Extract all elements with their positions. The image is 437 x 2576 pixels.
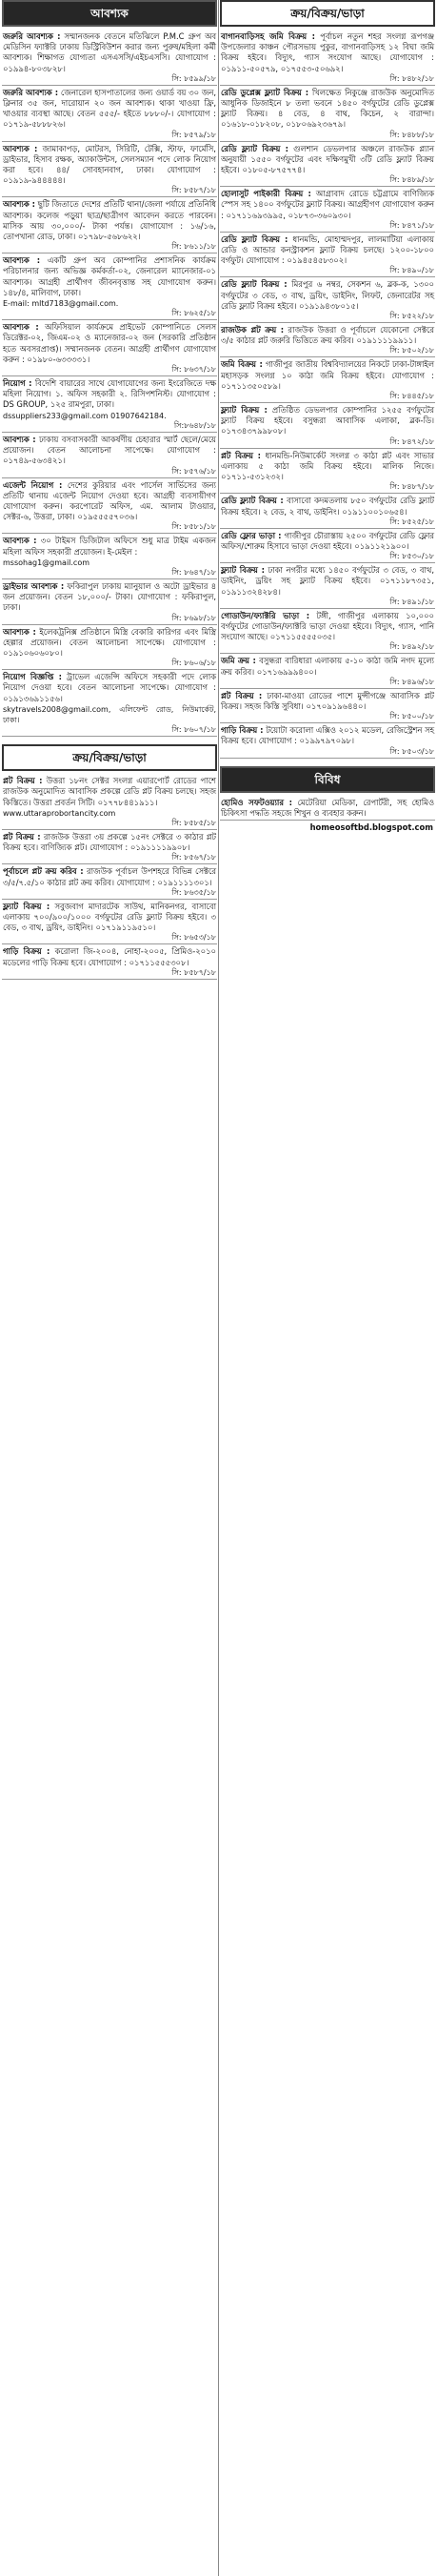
ad-body: উত্তরা ১৮নং সেক্টর সংলগ্ন এয়ারপোর্ট রোডের পাশে রাজউক অনুমোদিত আবাসিক প্রকল্পে রেডি প্লট বিক্রয় চলছে। সহজ কিস্তিতে। উত্তরা প্রবর্তন সিটি। ০১৭৭৮৪৪১৯১১। (3, 776, 216, 807)
classified-ad (220, 563, 435, 609)
ads-list-wanted (2, 30, 217, 737)
ad-title: আবশ্যক : (3, 143, 38, 153)
classified-ad (220, 723, 435, 758)
ad-body: জামাকাপড়, মোটরস, সিরিটি, টেক্সি, স্টাফ, ফার্মেসি, ড্রাইভার, হিসাব রক্ষক, অ্যাকাউন্টস, সেলসম্যান পদে লোক নিয়োগ করা হবে। ৪৪/ সোবহানবাগ, ঢাকা। যোগাযোগ : ০১৯১৯-৯৪৪৪৪৪। (3, 143, 216, 186)
classified-ad (220, 30, 435, 86)
ad-reference: সি: ৮৪৮৭/১৮ (389, 482, 434, 492)
ad-body: ট্রাভেল এজেন্সি অফিসে সহকারী পদে লোক নিয়োগ দেওয়া হবে। বেতন আলোচনা সাপেক্ষে। যোগাযোগ : ০১৯১৩৬৯১১৫৬। (3, 672, 216, 703)
ad-reference: সি: ৮৪৯৬/১৮ (389, 677, 434, 686)
ad-reference: সি: ৮৫০৩/১৮ (389, 746, 434, 756)
ad-title: আবশ্যক : (3, 322, 39, 333)
classified-ad (220, 187, 435, 233)
ad-title: প্লট বিক্রয় : (221, 450, 262, 460)
ad-title: আবশ্যক : (3, 255, 41, 266)
ad-reference: সি: ৮৬০৭/১৮ (171, 725, 216, 735)
classified-ad (220, 277, 435, 323)
classified-ad (2, 433, 217, 478)
section-header-buy-sell-left: ক্রয়/বিক্রয়/ভাড়া (2, 744, 217, 771)
ad-reference: সি: ৮৫০০/১৮ (389, 712, 434, 721)
classified-ad (220, 357, 435, 403)
ad-title: বাগানবাড়িসহ জমি বিক্রয় : (221, 31, 315, 41)
ad-title: গাড়ি বিক্রয় : (3, 946, 50, 957)
ad-reference: সি: ৮৬০৬/১৮ (171, 659, 216, 668)
ad-body: ৩০ টাইমস ডিজিটাল অফিসে শুধু মাত্র টাইম একজন মহিলা অফিস সহকারী প্রয়োজন। ই-মেইল : (3, 536, 216, 557)
classified-ad (2, 376, 217, 433)
ad-title: ড্রাইভার আবশ্যক : (3, 580, 65, 591)
classified-ad (2, 86, 217, 142)
classified-ad (220, 403, 435, 449)
ad-body: গুলশান ডেভলপার অঞ্চলে রাজউক প্ল্যান অনুযায়ী ১৫৫০ বর্গফুটের এবং দক্ষিণমুখী ৩টি রেডি ফ্ল্যাট বিক্রয় হইবে। ০১৮০৫-৮৭৫৭৭৪। (221, 143, 434, 175)
ad-reference: সি: ৮৬৪৭/১৮ (171, 567, 216, 577)
ad-body: ইলেকট্রনিক্স প্রতিষ্ঠানে মিস্ত্রি বেকারি কারিগর এবং মিস্ত্রি হেল্পার প্রয়োজন। বেতন আলোচনা সাপেক্ষে। যোগাযোগ : ০১৯১০৬০৬০৮০। (3, 626, 216, 658)
ad-reference: সি: ৮৪৯০/১৮ (389, 266, 434, 275)
ad-title: এজেন্ট নিয়োগ : (3, 479, 63, 490)
ad-reference: সি: ৮৫০২/১৮ (389, 346, 434, 355)
ad-reference: সি: ৮৪৮৯/১৮ (389, 175, 434, 185)
ad-body: গাজীপুর চৌরাস্তায় ২৫০০ বর্গফুটের রেডি ফ্লোর অফিস/শোরুম হিসাবে ভাড়া দেওয়া হইবে। ০১৯১১২১৯০০। (221, 530, 434, 551)
ad-title: প্লট বিক্রয় : (3, 776, 43, 786)
ad-reference: সি:৮৬৪৮/১৮ (173, 420, 216, 430)
ad-reference: সি: ৮৫৯৯/১৮ (171, 73, 216, 83)
ad-title: জমি ক্রয় : (221, 656, 256, 666)
ad-body: বাসাবো কদমতলায় ৮৫০ বর্গফুটের রেডি ফ্ল্যাট বিক্রয় হইবে। ২ বেড, ২ বাথ, ডাইনিং। ০১৯১১০০১০৬৫৪। (221, 496, 434, 517)
classified-ad (2, 534, 217, 579)
ad-body: দেশের কুরিয়ার এবং পার্সেল সার্ভিসের জন্য প্রতিটি থানায় এজেন্ট নিয়োগ দেওয়া হবে। আগ্রহী ব্যবসায়ীগণ যোগাযোগ করুন। করপোরেট অফিস, এম. আলাম টাওয়ার, সেক্টর-৬, উত্তরা, ঢাকা। ০১৯৫৫৫৫৭০৩৬। (3, 479, 216, 522)
ad-body: রাজউক পূর্বাচল উপশহরে বিভিন্ন সেক্টরে ৩/৫/৭.৫/১০ কাঠার প্লট ক্রয় করিব। যোগাযোগ : ০১৯১১১১৩০১। (3, 866, 216, 887)
ad-body: আগ্রাবাদ রোডে চট্টগ্রামে বাণিজ্যিক স্পেস সহ ১৪০০ বর্গফুটের ফ্ল্যাট বিক্রয়। আগ্রহীগণ যোগাযোগ করুন : ০১৭১১৬৯৩৯৯৫, ০১৮৭৩-৩৬০৯৩০। (221, 189, 434, 220)
ad-title: ফ্ল্যাট বিক্রয় : (3, 901, 50, 911)
ad-reference: সি: ৮৬৫৩/১৮ (171, 933, 216, 943)
classified-ad (220, 494, 435, 528)
ad-title: প্লট বিক্রয় : (221, 690, 263, 700)
right-column (220, 0, 435, 2576)
ad-reference: সি: ৮৬২৫/১৮ (171, 309, 216, 318)
ad-title: রেডি ফ্ল্যাট বিক্রয় : (221, 279, 288, 290)
ad-title: জরুরি আবশ্যক : (3, 31, 61, 41)
ad-body: অফিসিয়াল কার্যক্রমে প্রাইভেট কোম্পানিতে সেলস ডিরেক্টর-০২, জিএম-০২ ও ম্যানেজার-০২ জন (সরকারি প্রতিষ্ঠান হতে অবসরপ্রাপ্ত)। সম্মানজনক বেতন। আগ্রহী প্রার্থীগণ যোগাযোগ করুন : ০১৯৮০-৬৩৩৩৩১। (3, 322, 216, 364)
ad-title: জমি বিক্রয় : (221, 359, 263, 370)
section-header-misc: বিবিধ (220, 766, 435, 793)
ad-reference: সি: ৮৪৮৮/১৮ (389, 130, 434, 139)
footer-url[interactable]: homeosoftbd.blogspot.com (309, 821, 433, 832)
ad-title: নিয়োগ : (3, 378, 32, 389)
ad-contact-link[interactable]: mssohag1@gmail.com (3, 558, 90, 567)
ad-reference: সি: ৮৫৩০/১৮ (389, 552, 434, 561)
ad-reference: সি: ৮৫৮৫/১৮ (171, 818, 216, 827)
ad-reference: সি: ৮৫২৫/১৮ (389, 517, 434, 526)
ad-reference: সি: ৮৪৯২/১৮ (389, 642, 434, 652)
ad-body: প্রতিষ্ঠিত ডেভলপার কোম্পানির ১২৫৫ বর্গফুটের ফ্ল্যাট বিক্রয় হইবে। বসুন্ধরা আবাসিক এলাকা, ব্লক-ডি। ০১৭৩৪৩৭৯৯৮০৮। (221, 405, 435, 436)
ad-body: রাজউক উত্তরা ৩য় প্রকল্পে ১৫নং সেক্টরে ৩ কাঠার প্লট বিক্রয় হবে। বাণিজ্যিক প্লট। যোগাযোগ : ০১৯১১১১৯৯০৮। (3, 831, 216, 853)
ad-title: রেডি ফ্লোর ভাড়া : (221, 530, 282, 540)
ad-body: মেটেরিয়া মেডিকা, রেপার্টরী, সহ হোমিও চিকিৎসা পদ্ধতি সহজে শিখুন ও ব্যবহার করুন। (221, 797, 434, 818)
ad-reference: সি: ৮৬৩৫/১৮ (171, 887, 216, 897)
ad-reference: সি: ৮৬১১/১৮ (171, 242, 216, 252)
classified-ad (2, 900, 217, 945)
ad-title: পূর্বাচলে প্লট ক্রয় করিব : (3, 866, 84, 877)
ad-contact-link[interactable]: www.uttaraprobortancity.com (3, 808, 116, 818)
ad-reference: সি: ৮৫৭৯/১৮ (171, 130, 216, 139)
ad-body: করোলা জি-২০০৪, নোহা-২০০৫, প্রিমিও-২০১০ মডেলের গাড়ি বিক্রয় হবে। যোগাযোগ : ০১৭১১৫৫৫৩০৮। (3, 946, 216, 967)
ad-body: ছুটি জিতাতে দেশের প্রতিটি থানা/জেলা পর্যায়ে প্রতিনিধি আবশ্যক। কলেজ পড়ুয়া ছাত্র/ছাত্রীগণ আবেদন করতে পারবেন। মাসিক আয় ৩০,০০০/- টাকা পর্যন্ত। যোগাযোগ : ১৬/১৬, তোপখানা রোড, ঢাকা। ০১৭৯৮-৫৬৮৬২২। (3, 199, 216, 242)
ad-body: টঙ্গী, গাজীপুর এলাকায় ১০,০০০ বর্গফুটের গোডাউন/ফ্যাক্টরি ভাড়া দেওয়া হইবে। বিদ্যুৎ, গ্যাস, পানি সংযোগ আছে। ০১৭১১৫৫৫৫০৩৫। (221, 610, 435, 642)
ad-reference: সি: ৮৫৮৭/১৮ (171, 967, 216, 977)
ad-body: ঢাকা-মাওয়া রোডের পাশে মুন্সীগঞ্জে আবাসিক প্লট বিক্রয়। সহজ কিস্তি সুবিধা। ০১৭০৯১৯৬৪৪০। (221, 690, 434, 711)
classified-ad (2, 670, 217, 737)
ad-title: আবশ্যক : (3, 536, 37, 546)
classified-ad (220, 323, 435, 357)
classified-ad (220, 142, 435, 188)
classified-ad (2, 774, 217, 830)
ad-body: ধানমন্ডি-নিউমার্কেট সংলগ্ন ৩ কাঠা প্লট এবং সাভার এলাকায় ৫ কাঠা জমি বিক্রয় হইবে। মালিক নিজে। ০১৭১১-৫৩১২৩২। (221, 450, 434, 482)
classified-ad (220, 86, 435, 142)
ad-reference: সি: ৮৪৮২/১৮ (389, 73, 434, 83)
classified-ad (220, 654, 435, 688)
ad-reference: সি: ৮৬৩৭/১৮ (171, 365, 216, 375)
ad-body: ঢাকায় বসবাসকারী আকর্ষণীয় চেহারার স্মার্ট ছেলে/মেয়ে প্রয়োজন। বেতন আলোচনা সাপেক্ষে। যোগাযোগ : ০১৭৪৯-৫৬৩৪২১। (3, 434, 216, 466)
ad-title: নিয়োগ বিজ্ঞপ্তি : (3, 672, 62, 682)
ad-title: আবশ্যক : (3, 199, 35, 210)
ad-title: রাজউক প্লট ক্রয় : (221, 325, 285, 335)
ad-body: জেনারেল হাসপাতালের জন্য ওয়ার্ড বয় ৩০ জন, ক্লিনার ৩৫ জন, দারোয়ান ২০ জন আবশ্যক। থাকা খাওয়া ফ্রি, খাওয়ার ব্যবস্থা আছে। বেতন ৫৫৫/- হইতে ৮৮৮০/-। যোগাযোগ : ০১৭১৯-৫৮৮৮২৬। (3, 87, 217, 130)
ad-title: আবশ্যক : (3, 626, 36, 637)
ad-title: প্লট বিক্রয় : (3, 831, 41, 842)
ad-body: মিরপুর ৬ নম্বর, সেকশন ৬, ব্লক-ক, ১৩০০ বর্গফুটের ৩ বেড, ৩ বাথ, ড্রয়িং, ডাইনিং, লিফট, জেনারেটর সহ রেডি ফ্ল্যাট বিক্রয় হইবে। ০১৯১৯৪৩৮০১৫। (221, 279, 434, 311)
ad-reference: সি: ৮৪৭২/১৮ (389, 436, 434, 446)
ad-contact-link[interactable]: skytravels2008@gmail.com, এলিফেন্ট রোড, নিউমার্কেট, ঢাকা। (3, 704, 216, 724)
ad-body: ঢাকা নগরীর মধ্যে ১৪৫০ বর্গফুটের ৩ বেড, ৩ বাথ, ডাইনিং, ড্রয়িং সহ ফ্ল্যাট বিক্রয় হইবে। ০১৭১১৮৭৩৫১, ০১৯১১৩২৪২৮৪। (221, 565, 434, 597)
classified-ad (2, 864, 217, 899)
classified-ad (2, 944, 217, 979)
ad-body: একটি গ্রুপ অব কোম্পানির প্রশাসনিক কার্যক্রম পরিচালনার জন্য অভিজ্ঞ কর্মকর্তা-০২, জেনারেল ম্যানেজার-০১ আবশ্যক। আগ্রহী প্রার্থীগণ জীবনবৃত্তান্ত সহ যোগাযোগ করুন। ১৪৮/৪, মালিবাগ, ঢাকা। (3, 255, 216, 297)
classified-ad (220, 796, 435, 821)
classified-ad (2, 197, 217, 254)
ads-list-buy-sell-right (220, 30, 435, 759)
column-divider (218, 0, 219, 2576)
ads-list-buy-sell-left (2, 774, 217, 980)
classified-ad (220, 233, 435, 278)
classified-ad (220, 529, 435, 563)
classified-ad (2, 579, 217, 625)
ad-title: রেডি ফ্ল্যাট বিক্রয় : (221, 496, 284, 506)
ad-body: টয়োটা করোলা এক্সিও ২০১২ মডেল, রেজিস্ট্রেশন সহ বিক্রয় হবে। যোগাযোগ : ০১৯৯৭৯৭০৯৮। (221, 725, 435, 746)
ad-title: গোডাউন/ফ্যাক্টরি ভাড়া : (221, 610, 310, 620)
ad-reference: সি: ৮৪৪৫/১৮ (389, 392, 434, 401)
section-gap (2, 737, 217, 744)
ad-reference: সি: ৮৬৯৮/১৮ (171, 613, 216, 622)
ad-reference: সি: ৮৪৭১/১৮ (389, 220, 434, 230)
ad-reference: সি: ৮৫২২/১৮ (389, 312, 434, 321)
ad-reference: সি: ৮৫৮১/১৮ (171, 522, 216, 532)
ad-body: সবুজবাগ মাদারটেক সাউথ, মানিকনগর, বাসাবো এলাকায় ৭০০/৯০০/১০০০ বর্গফুটের রেডি ফ্ল্যাট বিক্রয় হইবে। ৩ বেড, ৩ বাথ, ড্রয়িং, ডাইনিং। ০১৭১৯১১৯৫১০। (3, 901, 216, 933)
section-header-buy-sell-right: ক্রয়/বিক্রয়/ভাড়া (220, 0, 435, 27)
classified-ad (2, 142, 217, 198)
ad-reference: সি: ৮৪৯১/১৮ (389, 597, 434, 606)
classified-ad (2, 625, 217, 671)
ad-body: ধানমন্ডি, মোহাম্মদপুর, লালমাটিয়া এলাকায় রেডি ও আন্ডার কনস্ট্রাকশন ফ্ল্যাট বিক্রয় চলছে। ১২০০-১৮০০ বর্গফুট। যোগাযোগ : ০১৯৪৫৪৫৮৩০২। (221, 233, 434, 266)
ad-title: ফ্ল্যাট বিক্রয় : (221, 565, 265, 576)
ad-body: রাজউক উত্তরা ও পূর্বাচলে যেকোনো সেক্টরে ৩/৫ কাঠার প্লট জরুরি ভিত্তিতে ক্রয় করিব। ০১৯১১১১৯৯১১। (221, 325, 434, 346)
ad-title: রেডি ফ্ল্যাট বিক্রয় : (221, 233, 288, 244)
ad-title: ফ্ল্যাট বিক্রয় : (221, 405, 268, 416)
classified-ad (2, 254, 217, 320)
ad-title: রেডি ডুপ্লেক্স ফ্ল্যাট বিক্রয় : (221, 87, 309, 97)
ads-list-misc (220, 796, 435, 821)
classified-ad (220, 609, 435, 655)
classified-ad (2, 830, 217, 864)
classified-ad (2, 320, 217, 376)
ad-body: পূর্বাচল নতুন শহর সংলগ্ন রূপগঞ্জ উপজেলার কাঞ্চন পৌরসভায় পুকুর, বাগানবাড়িসহ ১২ বিঘা জমি বিক্রয় হইবে। বিদ্যুৎ, গ্যাস সংযোগ আছে। যোগাযোগ : ০১৯১১-৫০৫৭৯, ০১৭৫৫৩-৫০৬৯২। (221, 31, 434, 73)
section-gap (220, 759, 435, 766)
ad-body: বসুন্ধরা বারিধারা এলাকায় ৫-১০ কাঠা জমি নগদ মূল্যে ক্রয় করিব। ০১৭১৬৯৯৯৪০০। (221, 656, 434, 677)
section-header-wanted: আবশ্যক (2, 0, 217, 27)
ad-title: হোমিও সফটওয়্যার : (221, 797, 293, 807)
classified-ad (2, 30, 217, 86)
ad-reference: সি: ৮৫৭৬/১৮ (171, 466, 216, 476)
ad-reference: সি: ৮৫৮৭/১৮ (171, 186, 216, 195)
classified-ad (2, 478, 217, 535)
left-column (2, 0, 217, 2576)
ad-reference: সি: ৮৫৬৭/১৮ (171, 853, 216, 862)
ad-body: ফকিরাপুল ঢাকায় ম্যানুয়াল ও অটো ড্রাইভার ৪ জন প্রয়োজন। বেতন ১৮,০০০/- টাকা। যোগাযোগ : ফকিরাপুল, ঢাকা। (3, 580, 217, 613)
ad-title: আবশ্যক : (3, 434, 36, 444)
classified-ad (220, 449, 435, 495)
ad-title: হোলাসুট পাইকারী বিক্রয় : (221, 189, 311, 199)
ad-contact-link[interactable]: E-mail: mltd7183@gmail.com. (3, 299, 119, 309)
ad-contact-link[interactable]: dssuppliers233@gmail.com 01907642184. (3, 411, 167, 420)
ad-title: রেডি ফ্ল্যাট বিক্রয় : (221, 143, 288, 153)
ad-title: গাড়ি বিক্রয় : (221, 725, 264, 736)
ad-title: জরুরি আবশ্যক : (3, 87, 59, 97)
ad-body: সম্মানজনক বেতনে মতিঝিলে P.M.C গ্রুপ অব মেডিসিন ফ্যাক্টরি ঢাকায় ডিস্ট্রিবিউশন করার জন্য পুরুষ/মহিলা কর্মী আবশ্যক। শিক্ষাগত যোগ্যতা এসএসসি/এইচএসসি। যোগাযোগ : ০১৯৯৪-৮০৩৮২৮। (3, 31, 216, 73)
ad-body: বিদেশি বায়ারের সাথে যোগাযোগের জন্য ইংরেজিতে দক্ষ মহিলা নিয়োগ। ১. অফিস সহকারী ২. রিসিপশনিস্ট। যোগাযোগ : DS GROUP, ১২৫ রামপুরা, ঢাকা। (3, 378, 216, 410)
ad-body: খিলক্ষেত নিকুঞ্জে রাজউক অনুমোদিত আধুনিক ডিজাইনে ৮ তলা ভবনে ১৪৫০ বর্গফুটের রেডি ডুপ্লেক্স ফ্ল্যাট বিক্রয়। ৪ বেড, ৪ বাথ, কিচেন, ২ বারান্দা। ০১৬১৮-০১৮২০৮, ০১৮০৬৯২৩৬৭৯। (221, 87, 434, 130)
classified-ad (220, 689, 435, 723)
ad-body: গাজীপুর জাতীয় বিশ্ববিদ্যালয়ের নিকটে ঢাকা-টাঙ্গাইল মহাসড়ক সংলগ্ন ১০ কাঠা জমি বিক্রয় হইবে। যোগাযোগ : ০১৭১১৩৫০৫৮৯। (221, 359, 435, 391)
